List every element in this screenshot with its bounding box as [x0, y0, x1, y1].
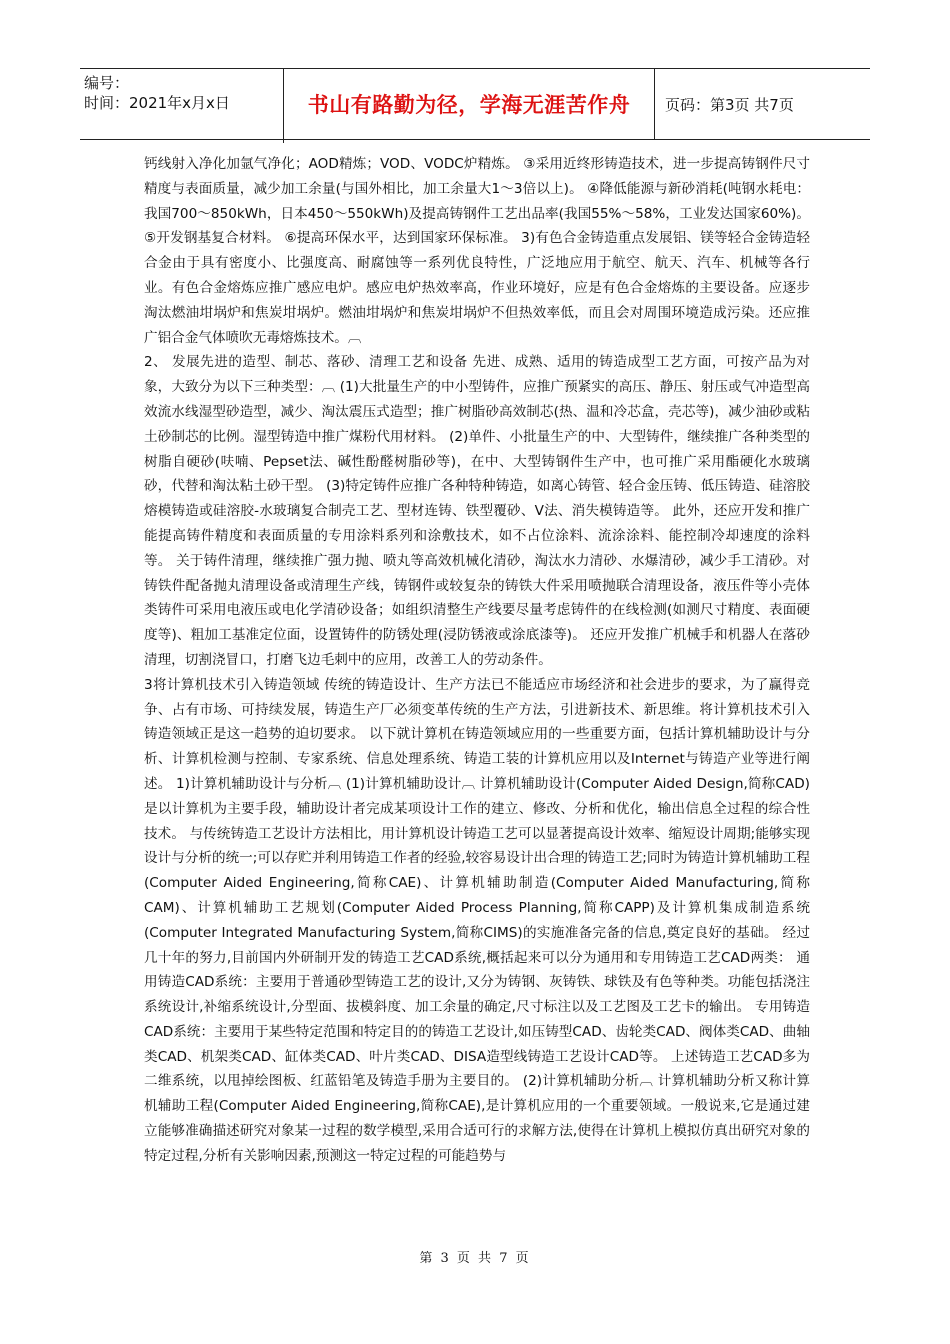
document-time-label: 时间：2021年x月x日 — [84, 94, 230, 112]
page-footer: 第 3 页 共 7 页 — [419, 1251, 531, 1266]
body-paragraph: 3将计算机技术引入铸造领域 传统的铸造设计、生产方法已不能适应市场经济和社会进步的要求，为了赢得竞争、占有市场、可持续发展，铸造生产厂必须变革传统的生产方法，引进新技术、新思维。将计算机技术引入铸造领域正是这一趋势的迫切要求。 以下就计算机在铸造领域应用的一些重要方面，包括计算机辅助设计与分析、计算机检测与控制、专家系统、信息处理系统、铸造工装的计算机应用以及Internet与铸造产业等进行阐述。 1)计算机辅助设计与分析︹ (1)计算机辅助设计︹ 计算机辅助设计(Computer Aided Design,简称CAD)是以计算机为主要手段，辅助设计者完成某项设计工作的建立、修改、分析和优化，输出信息全过程的综合性技术。 与传统铸造工艺设计方法相比，用计算机设计铸造工艺可以显著提高设计效率、缩短设计周期;能够实现设计与分析的统一;可以存贮并利用铸造工作者的经验,较容易设计出合理的铸造工艺;同时为铸造计算机辅助工程(Computer Aided Engineering,简称CAE)、计算机辅助制造(Computer Aided Manufacturing,简称CAM)、计算机辅助工艺规划(Computer Aided Process Planning,简称CAPP)及计算机集成制造系统(Computer Integrated Manufacturing System,简称CIMS)的实施准备完备的信息,奠定良好的基础。 经过几十年的努力,目前国内外研制开发的铸造工艺CAD系统,概括起来可以分为通用和专用铸造工艺CAD两类： 通用铸造CAD系统：主要用于普通砂型铸造工艺的设计,又分为铸钢、灰铸铁、球铁及有色等种类。功能包括浇注系统设计,补缩系统设计,分型面、拔模斜度、加工余量的确定,尺寸标注以及工艺图及工艺卡的输出。 专用铸造CAD系统：主要用于某些特定范围和特定目的的铸造工艺设计,如压铸型CAD、齿轮类CAD、阀体类CAD、曲轴类CAD、机架类CAD、缸体类CAD、叶片类CAD、DISA造型线铸造工艺设计CAD等。 上述铸造工艺CAD多为二维系统，以甩掉绘图板、红蓝铅笔及铸造手册为主要目的。 (2)计算机辅助分析︹ 计算机辅助分析又称计算机辅助工程(Computer Aided Engineering,简称CAE),是计算机应用的一个重要领域。一般说来,它是通过建立能够准确描述研究对象某一过程的数学模型,采用合适可行的求解方法,使得在计算机上模拟仿真出研究对象的特定过程,分析有关影响因素,预测这一特定过程的可能趋势与 — [144, 676, 810, 1164]
header-meta — [80, 69, 284, 143]
page-header — [80, 68, 870, 140]
document-body — [144, 152, 810, 1169]
body-paragraph: 2、 发展先进的造型、制芯、落砂、清理工艺和设备 先进、成熟、适用的铸造成型工艺方面，可按产品为对象，大致分为以下三种类型：︹ (1)大批量生产的中小型铸件，应推广预紧实的高压、静压、射压或气冲造型高效流水线湿型砂造型，减少、淘汰震压式造型；推广树脂砂高效制芯(热、温和冷芯盒，壳芯等)，减少油砂或粘土砂制芯的比例。湿型铸造中推广煤粉代用材料。 (2)单件、小批量生产的中、大型铸件，继续推广各种类型的树脂自硬砂(呋喃、Pepset法、碱性酚醛树脂砂等)，在中、大型铸钢件生产中，也可推广采用酯硬化水玻璃砂，代替和淘汰粘土砂干型。 (3)特定铸件应推广各种特种铸造，如离心铸管、轻合金压铸、低压铸造、硅溶胶熔模铸造或硅溶胶-水玻璃复合制壳工艺、型材连铸、铁型覆砂、V法、消失模铸造等。 此外，还应开发和推广能提高铸件精度和表面质量的专用涂料系列和涂敷技术，如不占位涂料、流涂涂料、能控制冷却速度的涂料等。 关于铸件清理，继续推广强力抛、喷丸等高效机械化清砂，淘汰水力清砂、水爆清砂，减少手工清砂。对铸铁件配备抛丸清理设备或清理生产线，铸钢件或较复杂的铸铁大件采用喷抛联合清理设备，液压件等小壳体类铸件可采用电液压或电化学清砂设备；如组织清整生产线要尽量考虑铸件的在线检测(如测尺寸精度、表面硬度等)、粗加工基准定位面，设置铸件的防锈处理(浸防锈液或涂底漆等)。 还应开发推广机械手和机器人在落砂清理，切割浇冒口，打磨飞边毛刺中的应用，改善工人的劳动条件。 — [144, 354, 810, 668]
header-motto: 书山有路勤为径，学海无涯苦作舟 — [284, 69, 655, 139]
body-paragraph: 钙线射入净化加氩气净化；AOD精炼；VOD、VODC炉精炼。 ③采用近终形铸造技术，进一步提高铸钢件尺寸精度与表面质量，减少加工余量(与国外相比，加工余量大1～3倍以上)。 ④降低能源与新砂消耗(吨钢水耗电：我国700～850kWh，日本450～550kWh)及提高铸钢件工艺出品率(我国55%～58%，工业发达国家60%)。 ⑤开发钢基复合材料。 ⑥提高环保水平，达到国家环保标准。 3)有色合金铸造重点发展铝、镁等轻合金铸造轻合金由于具有密度小、比强度高、耐腐蚀等一系列优良特性，广泛地应用于航空、航天、汽车、机械等各行业。有色合金熔炼应推广感应电炉。感应电炉热效率高，作业环境好，应是有色合金熔炼的主要设备。应逐步淘汰燃油坩埚炉和焦炭坩埚炉。燃油坩埚炉和焦炭坩埚炉不但热效率低，而且会对周围环境造成污染。还应推广铝合金气体喷吹无毒熔炼技术。︹ — [144, 156, 810, 346]
header-page-info: 页码：第3页 共7页 — [665, 95, 794, 114]
document-number-label: 编号： — [84, 74, 130, 92]
